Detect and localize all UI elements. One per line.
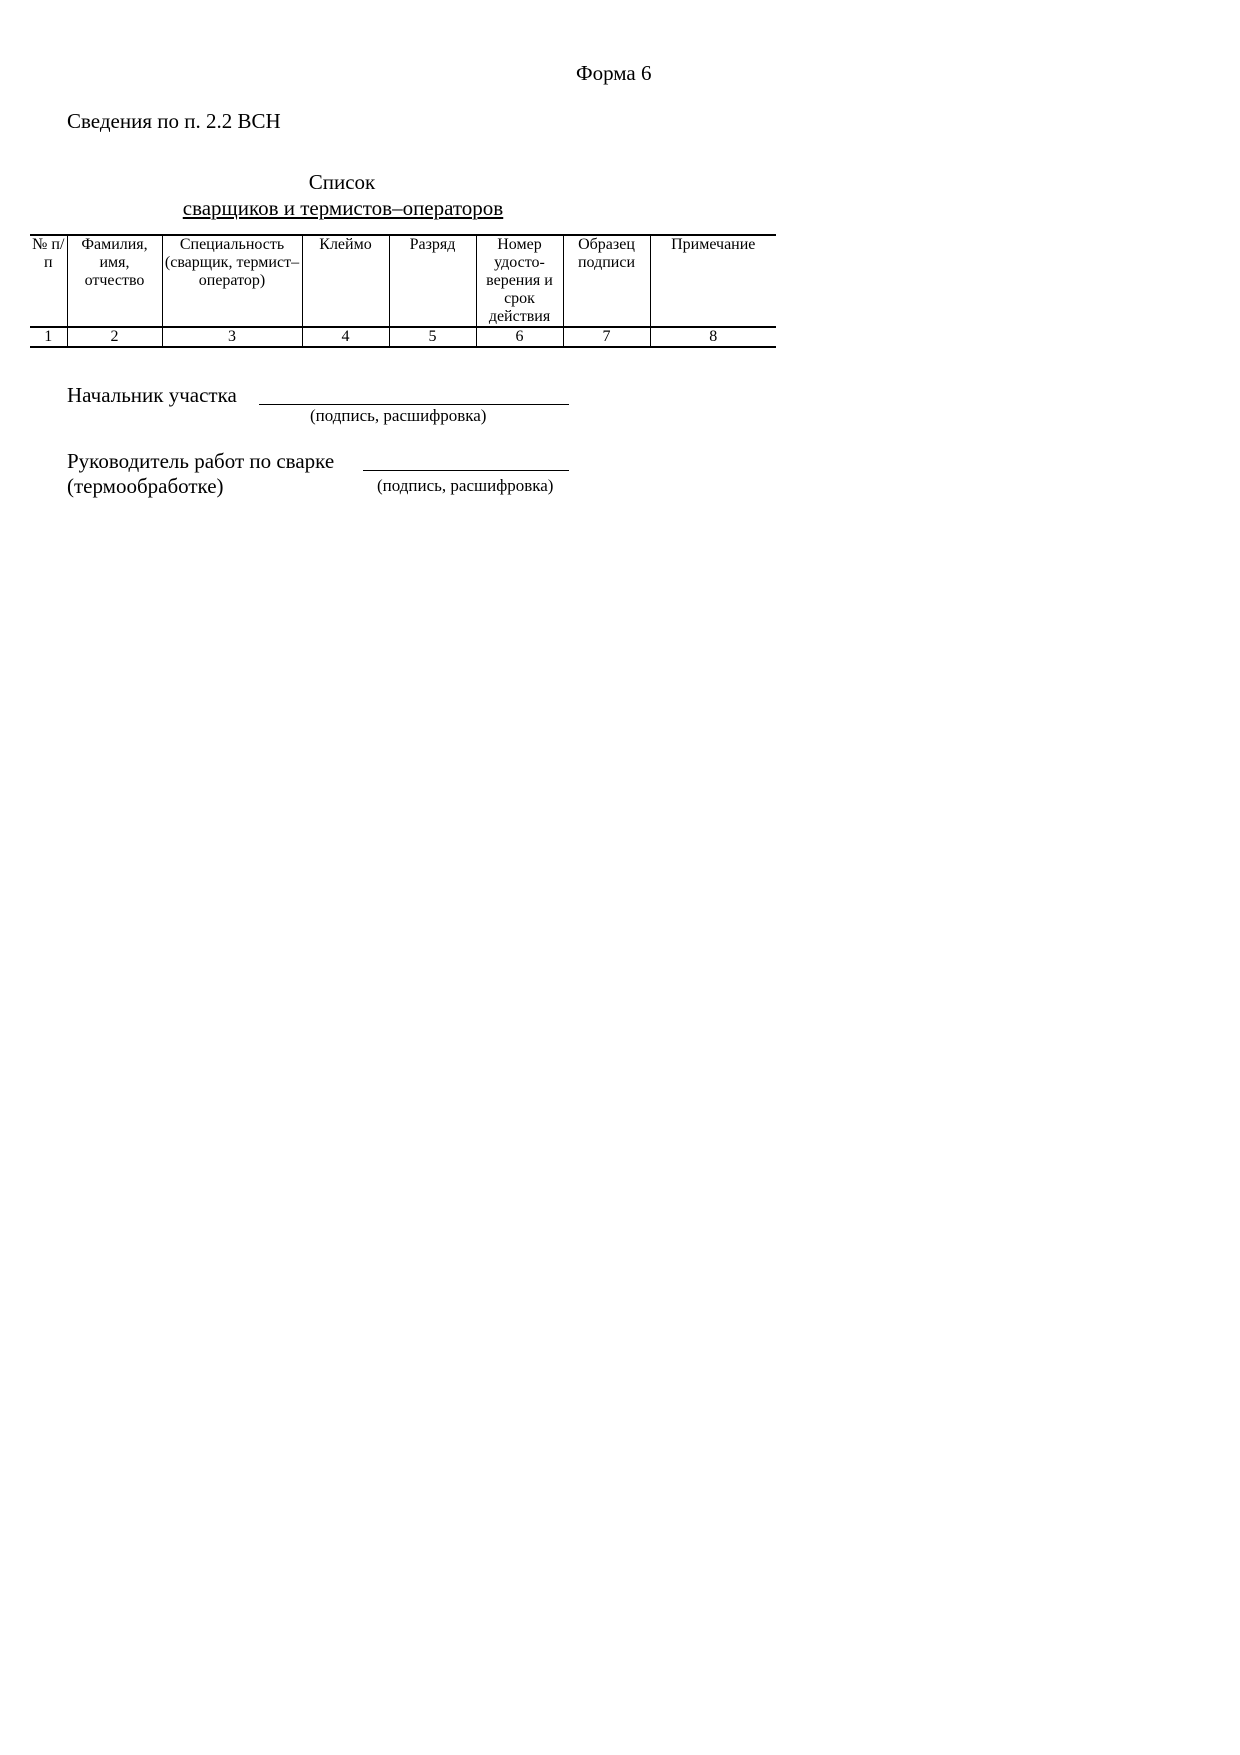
lead-signature-caption: (подпись, расшифровка) [377, 476, 554, 495]
column-number-cell: 7 [563, 327, 650, 347]
table-header-row [30, 235, 776, 327]
form-number: Форма 6 [576, 61, 652, 85]
lead-signature-label-line1: Руководитель работ по сварке [67, 449, 335, 473]
chief-signature-label: Начальник участка [67, 383, 237, 407]
lead-signature-label [67, 449, 334, 499]
welders-table [30, 234, 776, 348]
column-header-name: Фамилия, имя, отчество [67, 235, 162, 327]
table-row [30, 327, 776, 347]
reference-line: Сведения по п. 2.2 ВСН [67, 109, 281, 133]
column-header-signature-sample: Образец подписи [563, 235, 650, 327]
column-number-cell: 8 [650, 327, 776, 347]
column-number-cell: 2 [67, 327, 162, 347]
column-header-specialty: Специальность (сварщик, термист–оператор) [162, 235, 302, 327]
column-header-note: Примечание [650, 235, 776, 327]
column-header-certificate: Номер удосто-верения и срок действия [476, 235, 563, 327]
column-number-cell: 4 [302, 327, 389, 347]
document-subtitle: сварщиков и термистов–операторов [182, 196, 504, 220]
column-number-cell: 1 [30, 327, 67, 347]
chief-signature-line [259, 404, 569, 405]
document-title: Список [308, 170, 376, 194]
column-number-cell: 3 [162, 327, 302, 347]
lead-signature-label-line2: (термообработке) [67, 474, 224, 498]
column-header-grade: Разряд [389, 235, 476, 327]
column-number-cell: 5 [389, 327, 476, 347]
column-number-cell: 6 [476, 327, 563, 347]
chief-signature-caption: (подпись, расшифровка) [310, 406, 487, 425]
column-header-number: № п/п [30, 235, 67, 327]
column-header-stamp: Клеймо [302, 235, 389, 327]
lead-signature-line [363, 470, 569, 471]
